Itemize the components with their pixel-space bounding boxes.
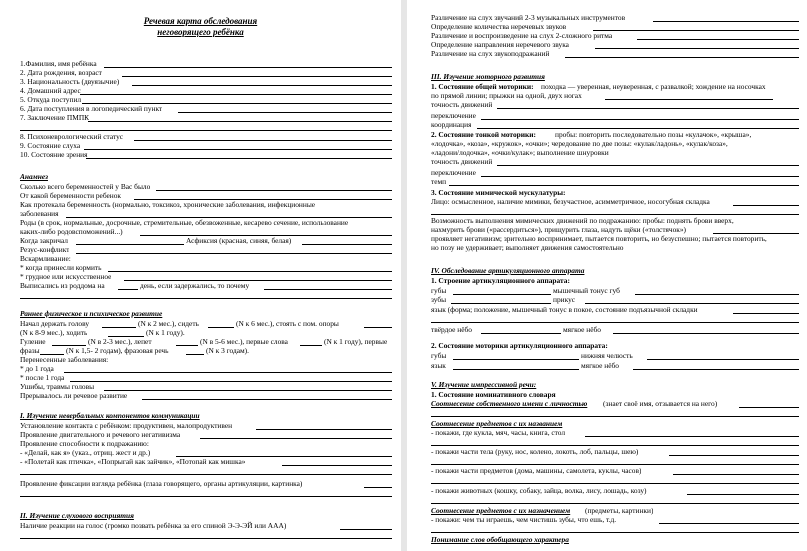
field-hearing-input[interactable] [84, 141, 392, 150]
struct-lip-tone: мышечный тонус губ [553, 286, 620, 295]
struct-tongue: язык (форма; положение, мышечный тонус в покое, состояние подъязычной складки [431, 305, 698, 314]
onomatopoeia-input[interactable] [565, 49, 799, 58]
instruments: Различение на слух звучаний 2-3 музыкальных инструментов [431, 13, 626, 22]
fine-accuracy-input[interactable] [497, 157, 799, 166]
motor-lips: губы [431, 351, 447, 360]
mimic-imitation-1: Возможность выполнения мимических движений по подражанию: пробы: поднять брови вверх, [431, 216, 734, 225]
pregnancy-course: Как протекала беременность (нормально, токсикоз, хронические заболевания, инфекционные [20, 200, 316, 209]
fine-tempo: темп [431, 177, 447, 186]
first-words: (N в 5-6 мес.), первые слова [200, 337, 288, 346]
contact-input[interactable] [256, 421, 392, 430]
imitation: Проявление способности к подражанию: [20, 439, 149, 448]
standing-input[interactable] [364, 319, 392, 328]
mimic-imitation-4: но позу не удерживает; выполняет движения самостоятельно [431, 243, 624, 252]
head-injuries-input[interactable] [104, 382, 392, 391]
gaze-fixation: Проявление фиксации взгляда ребёнка (глаза говорящего, органы артикуляции, картинка) [20, 479, 303, 488]
mimic-face-input[interactable] [733, 197, 799, 206]
gaze-fixation-extra[interactable] [20, 488, 392, 497]
own-name-input[interactable] [739, 399, 799, 408]
field-address: 4. Домашний адрес [20, 86, 81, 95]
gross-coordination: координация [431, 120, 472, 129]
form-title-line1: Речевая карта обследования [143, 16, 258, 26]
struct-hard-palate: твёрдое нёбо [431, 325, 472, 334]
fine-tests-1: пробы: повторить последовательно позы «кулачок», «крыша», [555, 130, 752, 139]
gaze-fixation-input[interactable] [364, 479, 392, 488]
first-words-norm: (N к 1 году), первые [324, 337, 388, 346]
contact: Установление контакта с ребёнком: продуктивен, малопродуктивен [20, 421, 233, 430]
speech-interrupt: Прерывалось ли речевое развитие [20, 391, 128, 400]
field-birth-input[interactable] [122, 68, 392, 77]
fine-accuracy: точность движений [431, 157, 493, 166]
field-source-input[interactable] [82, 95, 392, 104]
asphyxia-input[interactable] [302, 236, 392, 245]
discharge-day: Выписались из роддома на [20, 281, 105, 290]
head-injuries: Ушибы, травмы головы [20, 382, 95, 391]
voice-reaction-input[interactable] [340, 521, 392, 530]
feeding-type: * грудное или искусственное [20, 272, 112, 281]
form-title-line2: неговорящего ребёнка [157, 27, 244, 37]
phrasal-norm: (N к 3 годам). [206, 346, 249, 355]
sitting-input[interactable] [208, 319, 234, 328]
anamnesis-heading: Анамнез [20, 172, 48, 181]
section-2-heading: II. Изучение слухового восприятия [20, 511, 134, 520]
sound-count: Определение количества неречевых звуков [431, 22, 567, 31]
fine-tests-2: «лодочка», «коза», «кружок», «очки»; чередование по две позы: «кулак/ладонь», «кулак/коза», [431, 139, 728, 148]
struct-tongue-extra[interactable] [431, 314, 799, 323]
objects-heading: Соотнесение предметов с их названием [431, 419, 563, 428]
struct-lip-tone-input[interactable] [635, 286, 799, 295]
section-5-heading: V. Изучение импрессивной речи: [431, 380, 537, 389]
fine-motor-title: 2. Состояние тонкой моторики: [431, 130, 536, 139]
rhythm: Различение и воспроизведение на слух 2-сложного ритма [431, 31, 613, 40]
pregnancy-count: Сколько всего беременностей у Вас было [20, 182, 151, 191]
struct-teeth-input[interactable] [451, 295, 551, 304]
babbling: (N в 2-3 мес.), лепет [88, 337, 152, 346]
motor-jaw-input[interactable] [647, 351, 799, 360]
struct-bite: прикус [553, 295, 576, 304]
babbling-input[interactable] [176, 337, 198, 346]
discharge-delay-input[interactable] [264, 281, 392, 290]
objects-show-3-extra[interactable] [431, 475, 799, 484]
gross-switching-input[interactable] [481, 111, 799, 120]
gross-motor-title: 1. Состояние общей моторики: [431, 82, 534, 91]
voice-reaction: Наличие реакции на голос (громко позвать ребёнка за его спиной Э-Э-ЭЙ или ААА) [20, 521, 287, 530]
onomatopoeia: Различение на слух звукоподражаний [431, 49, 550, 58]
phrasal-speech: (N к 1,5- 2 годам), фразовая речь [66, 346, 169, 355]
objects-show-4-extra[interactable] [431, 495, 799, 504]
walking-input[interactable] [108, 328, 144, 337]
first-words-input[interactable] [300, 337, 322, 346]
mimic-imitation-3: проявляет негативизм; зрительно воспринимает, пытается повторить, но безуспешно; пытается повторить, [431, 234, 767, 243]
sound-count-input[interactable] [593, 22, 799, 31]
diseases-under1: * до 1 года [20, 364, 54, 373]
field-name: 1.Фамилия, имя ребёнка [20, 59, 97, 68]
motor-soft-palate: мягкое нёбо [581, 361, 619, 370]
motor-tongue-input[interactable] [453, 361, 579, 370]
nominative-title: 1. Состояние номинативного словаря [431, 390, 556, 399]
mimic-face-extra[interactable] [431, 206, 799, 215]
instruments-input[interactable] [653, 13, 799, 22]
imitation-gesture: - «Делай, как я» (указ., отриц. жест и др.) [20, 448, 151, 457]
field-neuro: 8. Психоневрологический статус [20, 132, 124, 141]
struct-hard-palate-input[interactable] [481, 325, 561, 334]
pregnancy-number: От какой беременности ребенок [20, 191, 122, 200]
standing-norm: (N к 8-9 мес.), ходить [20, 328, 88, 337]
diseases-under1-input[interactable] [64, 364, 392, 373]
discharge-day-input[interactable] [118, 281, 138, 290]
mimic-title: 3. Состояние мимической мускулатуры: [431, 188, 566, 197]
cooing: Гуление [20, 337, 46, 346]
rhythm-input[interactable] [637, 31, 799, 40]
field-hearing: 9. Состояние слуха [20, 141, 81, 150]
motor-lips-input[interactable] [453, 351, 579, 360]
imitation-extra[interactable] [20, 466, 392, 475]
motor-tongue: язык [431, 361, 446, 370]
sound-direction-input[interactable] [595, 40, 799, 49]
fine-tempo-input[interactable] [449, 177, 799, 186]
sitting: (N к 2 мес.), сидеть [138, 319, 199, 328]
diseases-after1: * после 1 года [20, 373, 65, 382]
section-3-heading: III. Изучение моторного развития [431, 72, 545, 81]
field-pmpk-input[interactable] [88, 113, 392, 122]
first-cry: Когда закричал [20, 236, 68, 245]
sound-direction: Определение направления неречевого звука [431, 40, 569, 49]
cooing-input[interactable] [52, 337, 86, 346]
field-source: 5. Откуда поступил [20, 95, 82, 104]
rh-conflict: Резус-конфликт [20, 245, 70, 254]
field-nationality: 3. Национальность (двуязычие) [20, 77, 120, 86]
gross-accuracy: точность движений [431, 100, 493, 109]
own-name-hint: (знает своё имя, отзывается на него) [603, 399, 718, 408]
diseases-after1-input[interactable] [70, 373, 392, 382]
objects-show-3: - покажи части предметов (дома, машины, самолета, куклы, часов) [431, 466, 642, 475]
objects-show-3-input[interactable] [673, 466, 799, 475]
objects-show-2: - покажи части тела (руку, нос, колено, локоть, лоб, пальцы, шею) [431, 447, 639, 456]
struct-soft-palate-input[interactable] [613, 325, 799, 334]
motor-jaw: нижняя челюсть [581, 351, 633, 360]
purpose-show-extra[interactable] [431, 524, 799, 533]
first-cry-input[interactable] [76, 236, 184, 245]
mimic-face: Лицо: осмысленное, наличие мимики, безучастное, асимметричное, носогубная складка [431, 197, 710, 206]
feeding: Вскармливание: [20, 254, 71, 263]
field-neuro-input[interactable] [134, 132, 392, 141]
discharge-extra[interactable] [20, 290, 392, 299]
gross-gait: походка — уверенная, неуверенная, с развалкой; хождение на носочках [541, 82, 766, 91]
birth-type: Роды (в срок, нормальные, досрочные, стремительные, обезвоженные, кесарево сечение, использование [20, 218, 349, 227]
field-name-input[interactable] [104, 59, 392, 68]
struct-tongue-input[interactable] [733, 305, 799, 314]
field-nationality-input[interactable] [132, 77, 392, 86]
fine-switching-input[interactable] [481, 168, 799, 177]
struct-soft-palate: мягкое нёбо [563, 325, 601, 334]
pregnancy-count-input[interactable] [156, 182, 392, 191]
field-vision-input[interactable] [86, 150, 392, 159]
asphyxia: Асфиксия (красная, синяя, белая) [186, 236, 292, 245]
imitation-gesture-input[interactable] [176, 448, 392, 457]
mimic-imitation-2: нахмурить брови («рассердиться»), прищурить глаза, надуть щёки («толстячок») [431, 225, 687, 234]
field-pmpk-extra[interactable] [20, 122, 392, 131]
purpose-sub: (предметы, картинки) [585, 506, 654, 515]
own-name-extra[interactable] [431, 408, 799, 417]
field-birth: 2. Дата рождения, возраст [20, 68, 102, 77]
struct-lips-input[interactable] [453, 286, 551, 295]
purpose-show-input[interactable] [659, 515, 799, 524]
right-page [407, 0, 807, 551]
struct-lips: губы [431, 286, 447, 295]
feeding-type-input[interactable] [124, 272, 392, 281]
struct-bite-input[interactable] [585, 295, 799, 304]
phrases-input[interactable] [40, 346, 64, 355]
field-vision: 10. Состояние зрения [20, 150, 88, 159]
left-page [0, 0, 401, 551]
structure-title: 1. Строение артикуляционного аппарата: [431, 276, 570, 285]
feeding-first: * когда принесли кормить [20, 263, 102, 272]
mimic-imitation-input[interactable] [713, 225, 799, 234]
field-admission-input[interactable] [178, 104, 392, 113]
motor-title: 2. Состояние моторики артикуляционного аппарата: [431, 341, 608, 350]
imitation-animals-input[interactable] [282, 457, 392, 466]
objects-show-4-input[interactable] [687, 486, 799, 495]
feeding-first-input[interactable] [108, 263, 392, 272]
gross-coordination-input[interactable] [477, 120, 799, 129]
objects-show-2-input[interactable] [669, 447, 799, 456]
head-hold: Начал держать голову [20, 319, 90, 328]
fine-tests-3: «ладони/лодочка», «очки/кулак»; выполнение шнуровки [431, 148, 609, 157]
section-1-heading: I. Изучение невербальных компонентов коммуникации [20, 411, 200, 420]
phrasal-speech-input[interactable] [186, 346, 204, 355]
objects-show-4: - покажи животных (кошку, собаку, зайца, волка, лису, лошадь, козу) [431, 486, 647, 495]
generalizing-heading: Понимание слов обобщающего характера [431, 535, 569, 544]
gross-jumps-input[interactable] [605, 91, 773, 100]
objects-show-1-input[interactable] [585, 428, 799, 437]
head-hold-input[interactable] [102, 319, 136, 328]
field-address-input[interactable] [80, 86, 392, 95]
walking-norm: (N к 1 году). [146, 328, 185, 337]
purpose-heading: Соотнесение предметов с их назначением [431, 506, 571, 515]
phrases: фразы [20, 346, 40, 355]
own-name-heading: Соотнесение собственного имени с личностью [431, 399, 588, 408]
gross-switching: переключение [431, 111, 476, 120]
objects-show-1-extra[interactable] [431, 437, 799, 446]
struct-teeth: зубы [431, 295, 447, 304]
birth-aids-input[interactable] [140, 227, 392, 236]
voice-reaction-extra[interactable] [20, 530, 392, 539]
motor-soft-palate-input[interactable] [633, 361, 799, 370]
speech-interrupt-input[interactable] [142, 391, 392, 400]
objects-show-2-extra[interactable] [431, 456, 799, 465]
pregnancy-diseases-input[interactable] [66, 209, 392, 218]
standing: (N к 6 мес.), стоять с пом. опоры [236, 319, 339, 328]
section-4-heading: IV. Обследование артикуляционного аппарата [431, 266, 585, 275]
fine-switching: переключение [431, 168, 476, 177]
gross-accuracy-input[interactable] [497, 100, 799, 109]
field-pmpk: 7. Заключение ПМПК [20, 113, 90, 122]
negativism-input[interactable] [200, 430, 392, 439]
pregnancy-diseases: заболевания [20, 209, 59, 218]
early-dev-heading: Раннее физическое и психическое развитие [20, 309, 163, 318]
negativism: Проявление двигательного и речевого негативизма [20, 430, 181, 439]
pregnancy-number-input[interactable] [134, 191, 392, 200]
field-admission-date: 6. Дата поступления в логопедический пункт [20, 104, 163, 113]
birth-aids: каких-либо родовспоможений...) [20, 227, 123, 236]
gross-jumps: по прямой линии; прыжки на одной, двух ногах [431, 91, 582, 100]
discharge-delay: день, если задержались, то почему [140, 281, 250, 290]
diseases: Перенесенные заболевания: [20, 355, 109, 364]
objects-show-1: - покажи, где кукла, мяч, часы, книга, стол [431, 428, 566, 437]
imitation-animals: - «Полетай как птичка», «Попрыгай как зайчик», «Потопай как мишка» [20, 457, 246, 466]
purpose-show: - покажи: чем ты играешь, чем чистишь зубы, что ешь, т.д. [431, 515, 617, 524]
rh-conflict-input[interactable] [76, 245, 392, 254]
